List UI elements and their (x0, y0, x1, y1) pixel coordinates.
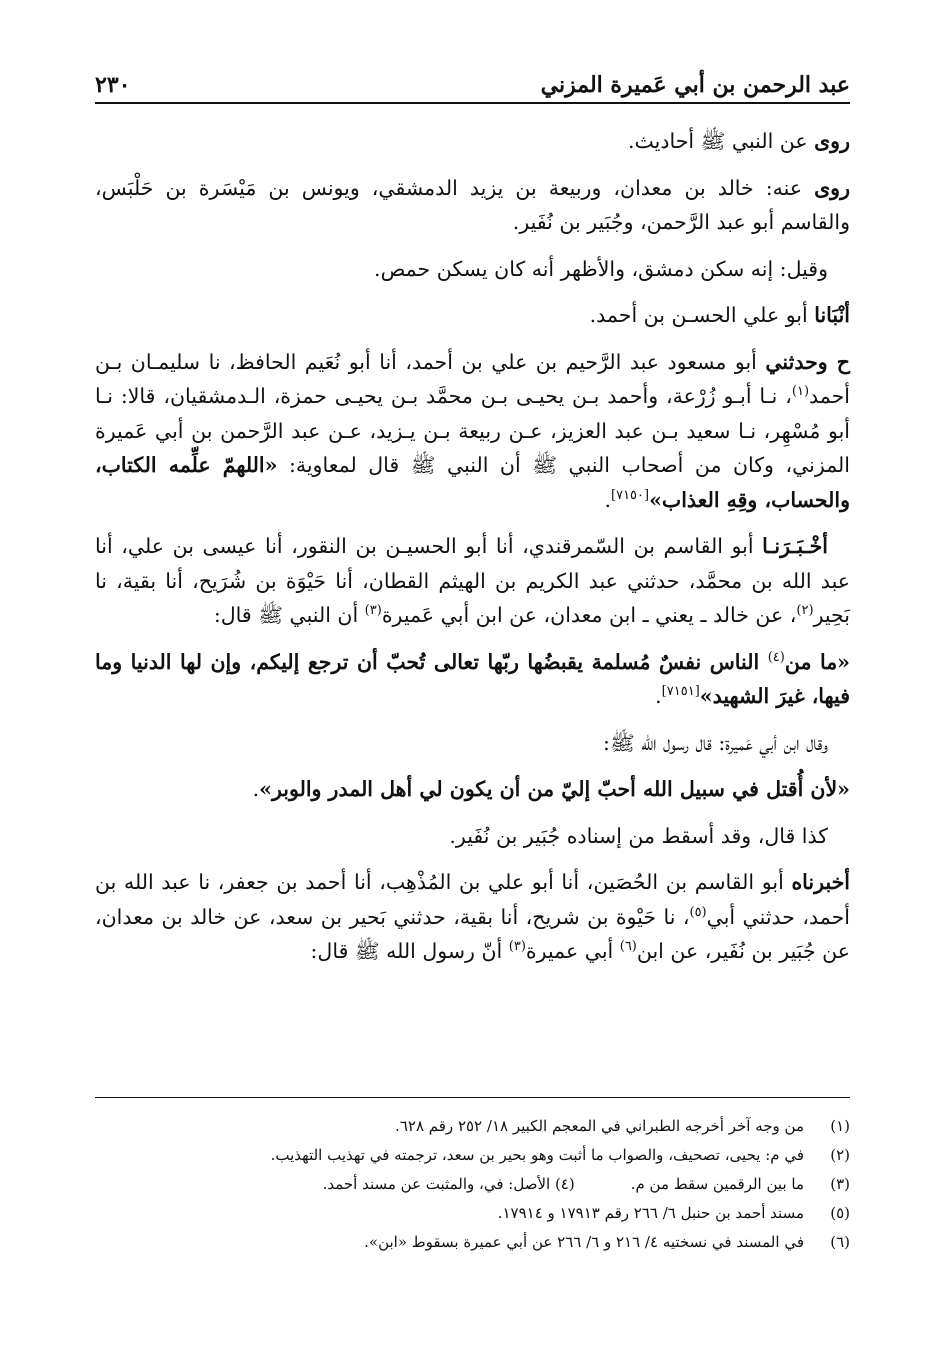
footnote-text-main: مسند أحمد بن حنبل ٦/ ٢٦٦ رقم ١٧٩١٣ و ١٧٩١٤. (497, 1204, 804, 1222)
paragraph (95, 171, 850, 240)
footnote-text (95, 1141, 804, 1170)
bold-text: ح وحدثني (765, 349, 850, 374)
paragraph (95, 124, 850, 159)
footnote-ref: (١) (791, 384, 810, 400)
text-run: . (655, 684, 662, 708)
footnote-separator (95, 1097, 850, 1098)
footnotes (95, 1112, 850, 1257)
footnote-number: (٢) (830, 1146, 850, 1164)
text-run: أبو علي الحسـن بن أحمد. (589, 303, 815, 327)
footnote-text (95, 1228, 804, 1257)
footnote-text-main: من وجه آخر أخرجه الطبراني في المعجم الكبير ١٨/ ٢٥٢ رقم ٦٢٨. (395, 1117, 804, 1135)
footnote-ref: (٣) (508, 939, 526, 955)
footnote-text-main: في م: يحيى، تصحيف، والصواب ما أثبت وهو بحير بن سعد، ترجمته في تهذيب التهذيب. (270, 1146, 804, 1164)
footnote-ref: [٧١٥٠] (611, 487, 650, 503)
footnote-ref: (٢) (796, 603, 814, 619)
bold-text: أخبرناه (791, 870, 850, 894)
footnote-number: (٤) (550, 1175, 575, 1193)
text-run: أبو مسعود عبد الرَّحيم بن علي بن أحمد، أنا أبو نُعَيم الحافظ، نا سليمـان بـن أحمد (95, 349, 850, 408)
paragraph (95, 772, 850, 807)
footnote (95, 1112, 850, 1141)
text-run: عن النبي ﷺ أحاديث. (627, 129, 815, 153)
bold-text: «لأن أُقتل في سبيل الله أحبّ إليّ من أن يكون لي أهل المدر والوبر» (259, 777, 850, 801)
paragraph (95, 819, 850, 854)
bold-text: «ما من (784, 649, 850, 674)
footnote-text (95, 1112, 804, 1141)
running-header (95, 58, 850, 104)
footnote (95, 1170, 850, 1199)
bold-text: روى (814, 129, 850, 153)
footnote-text (95, 1199, 804, 1228)
text-run: ، نا حَيْوة بن شريح، أنا بقية، حدثني بَحير بن سعد، عن خالد بن معدان، عن جُبَير بن نُفَير، عن ابن (95, 904, 850, 963)
footnote-number: (١) (830, 1117, 850, 1135)
footnote (95, 1141, 850, 1170)
footnote-ref: (٥) (689, 904, 707, 920)
text-run: أبو القاسم بن السّمرقندي، أنا أبو الحسيـن بن النقور، أنا عيسى بن علي، أنا عبد الله بن محمَّد، حدثني عبد الكريم بن الهيثم القطان، أنا حَيْوَة بن شُرَيح، أنا بقية، نا بَحِير (95, 534, 850, 627)
page-number: ٢٣٠ (95, 72, 131, 98)
footnote-ref: (٣) (364, 603, 382, 619)
footnote (95, 1199, 850, 1228)
footnote-number: (٦) (830, 1233, 850, 1251)
text-run: ، عن خالد ـ يعني ـ ابن معدان، عن ابن أبي عَميرة (381, 603, 797, 627)
paragraph (95, 865, 850, 969)
footnote-number: (٥) (830, 1204, 850, 1222)
footnote-ref: [٧١٥١] (661, 684, 700, 700)
paragraph (95, 726, 850, 761)
text-run: أبي عميرة (525, 939, 620, 963)
paragraph (95, 298, 850, 333)
text-run: أبو القاسم بن الحُصَين، أنا أبو علي بن المُذْهِب، أنا أحمد بن جعفر، نا عبد الله بن أحمد، حدثني أبي (95, 870, 851, 929)
paragraph (95, 645, 850, 714)
bold-text: روى (814, 175, 850, 200)
text-run: ، نـا أبـو زُرْعة، وأحمد بـن يحيـى بـن محمَّد بـن يحيـى حمزة، الـدمشقيان، قالا: نـا أبو مُسْهِر، نـا سعيد بـن عبد العزيز، عـن ربيعة بـن يـزيد، عـن عبد الرَّحمن بن أبي عَميرة المزني، وكان من أصحاب النبي ﷺ أن النبي ﷺ قال لمعاوية: (95, 384, 850, 477)
text-run: وقيل: إنه سكن دمشق، والأظهر أنه كان يسكن حمص. (374, 256, 828, 281)
footnote-ref: (٤) (767, 649, 785, 665)
text-run: أنّ رسول الله ﷺ قال: (310, 939, 509, 963)
bold-text: الناس نفسٌ مُسلمة يقبضُها ربّها تعالى تُحبّ أن ترجع إليكم، وإن لها الدنيا وما فيها، غيرَ الشهيد» (95, 649, 850, 708)
text-run: . (252, 777, 260, 801)
text-run: وقال ابن أبي عَميرة: قال رسول الله ﷺ: (603, 730, 828, 755)
text-run: كذا قال، وقد أسقط من إسناده جُبَير بن نُفَير. (449, 823, 828, 848)
paragraph (95, 252, 850, 287)
paragraph (95, 529, 850, 633)
bold-text: أخْـبَـرَنـا (762, 534, 828, 558)
text-run: عنه: خالد بن معدان، وربيعة بن يزيد الدمشقي، ويونس بن مَيْسَرة بن حَلْبَس، والقاسم أبو عبد الرَّحمن، وجُبَير بن نُفَير. (95, 175, 850, 234)
text-run: . (604, 487, 612, 512)
footnote-text-extra: الأصل: في، والمثبت عن مسند أحمد. (322, 1175, 551, 1193)
running-title: عبد الرحمن بن أبي عَميرة المزني (540, 72, 850, 98)
footnote-ref: (٦) (619, 939, 637, 955)
footnote-text-main: في المسند في نسختيه ٤/ ٢١٦ و ٦/ ٢٦٦ عن أبي عميرة بسقوط «ابن». (364, 1233, 804, 1251)
text-run: أن النبي ﷺ قال: (213, 603, 365, 627)
bold-text: «اللهمّ علِّمه الكتاب، والحساب، وقِهِ العذاب» (95, 453, 850, 512)
bold-text: أنْبَانا (814, 303, 850, 327)
footnote-text-main: ما بين الرقمين سقط من م. (630, 1175, 804, 1193)
footnote-number: (٣) (830, 1175, 850, 1193)
footnote-text (95, 1170, 804, 1199)
paragraph (95, 345, 850, 518)
main-text (95, 124, 850, 981)
footnote (95, 1228, 850, 1257)
